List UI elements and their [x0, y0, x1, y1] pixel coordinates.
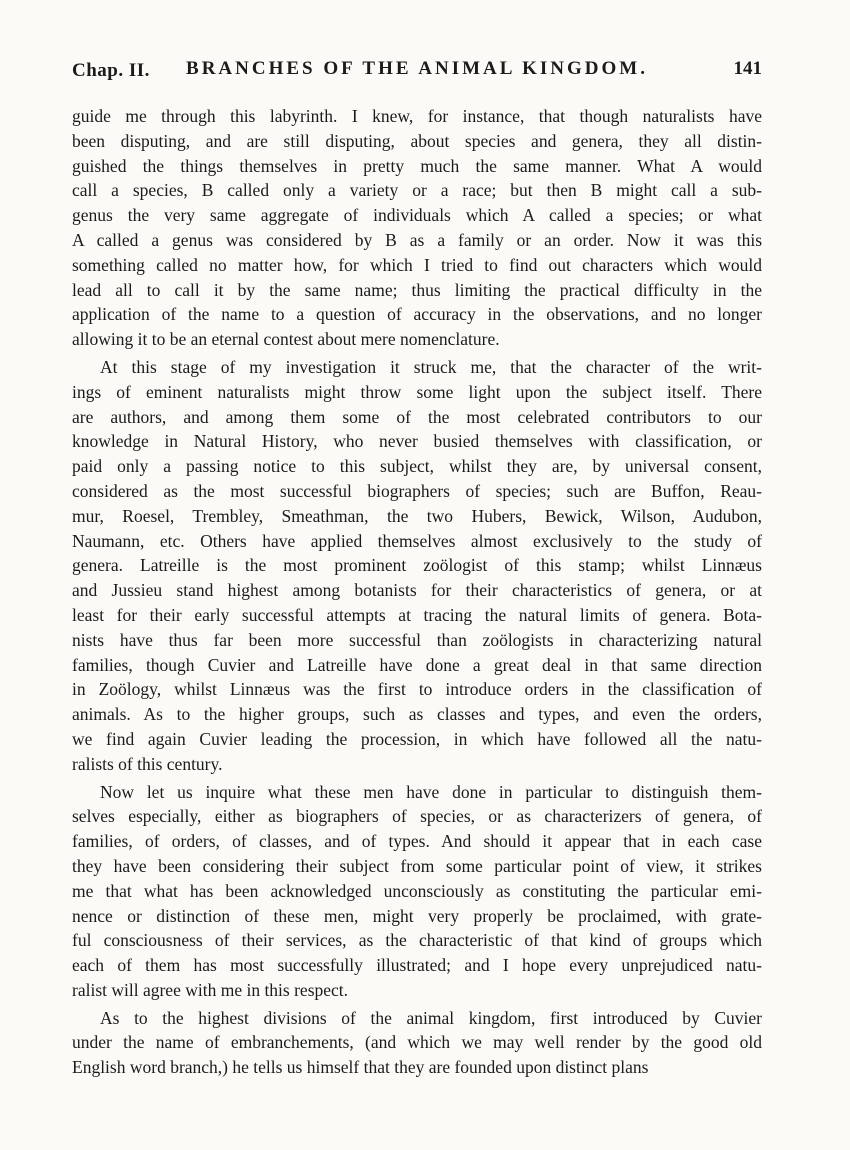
text-line: guide me through this labyrinth. I knew, for instance, that though naturalists have	[72, 106, 762, 126]
text-line: are authors, and among them some of the most celebrated contributors to our	[72, 406, 762, 427]
running-title: BRANCHES OF THE ANIMAL KINGDOM.	[186, 58, 648, 79]
page-number: 141	[733, 58, 762, 79]
text-line: families, though Cuvier and Latreille have done a great deal in that same direction	[72, 654, 762, 675]
text-line: we find again Cuvier leading the procession, in which have followed all the natu-	[72, 728, 762, 749]
text-line: ings of eminent naturalists might throw some light upon the subject itself. There	[72, 381, 762, 402]
text-line: least for their early successful attempts at tracing the natural limits of genera. Bota-	[72, 604, 762, 625]
text-line: nence or distinction of these men, might very properly be proclaimed, with grate-	[72, 905, 762, 926]
text-line: selves especially, either as biographers of species, or as characterizers of genera, of	[72, 806, 762, 827]
paragraph	[72, 780, 762, 1003]
text-line: something called no matter how, for which I tried to find out characters which would	[72, 254, 762, 275]
text-line: genus the very same aggregate of individuals which A called a species; or what	[72, 205, 762, 226]
text-line: application of the name to a question of accuracy in the observations, and no longer	[72, 304, 762, 325]
text-line: allowing it to be an eternal contest about mere nomenclature.	[72, 329, 500, 350]
text-line: ralist will agree with me in this respect.	[72, 979, 349, 1000]
text-line: ful consciousness of their services, as the characteristic of that kind of groups which	[72, 930, 762, 951]
text-line: paid only a passing notice to this subject, whilst they are, by universal consent,	[72, 456, 762, 477]
running-header	[72, 58, 762, 88]
text-line: guished the things themselves in pretty much the same manner. What A would	[72, 155, 762, 176]
page-body	[72, 104, 762, 1080]
text-line: genera. Latreille is the most prominent zoölogist of this stamp; whilst Linnæus	[72, 555, 762, 576]
text-line: each of them has most successfully illustrated; and I hope every unprejudiced natu-	[72, 955, 762, 976]
text-line: Naumann, etc. Others have applied themselves almost exclusively to the study of	[72, 530, 762, 551]
text-line: been disputing, and are still disputing, about species and genera, they all distin-	[72, 130, 762, 151]
text-line: mur, Roesel, Trembley, Smeathman, the two Hubers, Bewick, Wilson, Audubon,	[72, 505, 762, 526]
paragraph	[72, 355, 762, 777]
text-line: in Zoölogy, whilst Linnæus was the first to introduce orders in the classification of	[72, 679, 762, 700]
text-line: lead all to call it by the same name; thus limiting the practical difficulty in the	[72, 279, 762, 300]
text-line: knowledge in Natural History, who never busied themselves with classification, or	[72, 431, 762, 452]
chapter-label: Chap. II.	[72, 60, 150, 81]
text-line: call a species, B called only a variety or a race; but then B might call a sub-	[72, 180, 762, 201]
text-line: families, of orders, of classes, and of types. And should it appear that in each case	[72, 831, 762, 852]
paragraph	[72, 1006, 762, 1080]
text-line: nists have thus far been more successful than zoölogists in characterizing natural	[72, 629, 762, 650]
text-line: Now let us inquire what these men have done in particular to distinguish them-	[100, 781, 762, 802]
text-line: English word branch,) he tells us himself that they are founded upon distinct plans	[72, 1057, 649, 1078]
text-line: they have been considering their subject from some particular point of view, it strikes	[72, 855, 762, 876]
text-line: under the name of embranchements, (and which we may well render by the good old	[72, 1032, 762, 1053]
text-line: A called a genus was considered by B as a family or an order. Now it was this	[72, 229, 762, 250]
text-line: considered as the most successful biographers of species; such are Buffon, Reau-	[72, 480, 762, 501]
paragraph	[72, 104, 762, 352]
text-line: me that what has been acknowledged unconsciously as constituting the particular emi-	[72, 880, 762, 901]
text-line: As to the highest divisions of the animal kingdom, first introduced by Cuvier	[100, 1007, 762, 1028]
text-line: and Jussieu stand highest among botanists for their characteristics of genera, or at	[72, 580, 762, 601]
text-line: At this stage of my investigation it struck me, that the character of the writ-	[100, 356, 762, 377]
text-line: animals. As to the higher groups, such as classes and types, and even the orders,	[72, 704, 762, 725]
text-line: ralists of this century.	[72, 753, 223, 774]
